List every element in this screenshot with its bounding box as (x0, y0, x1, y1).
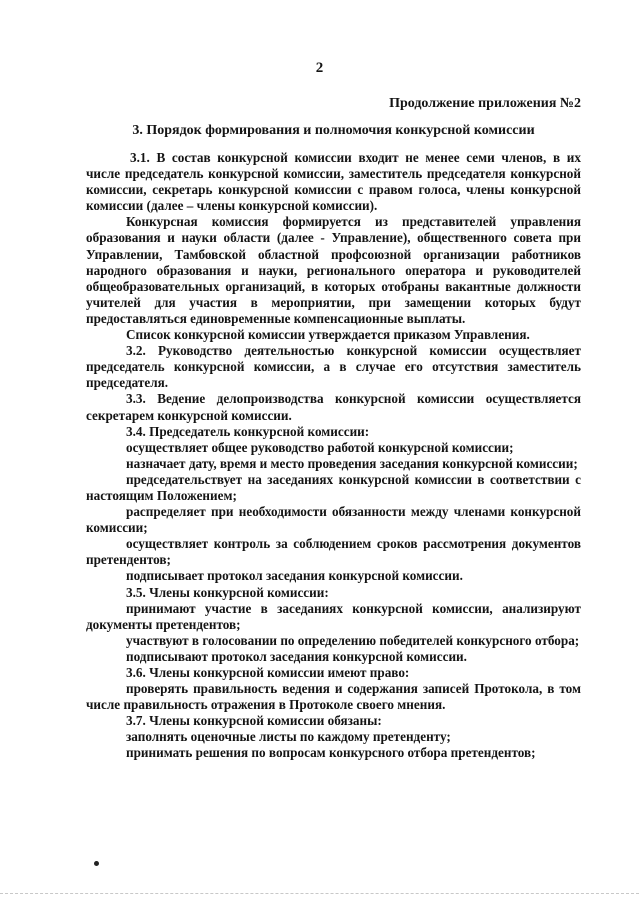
paragraph-3-2: 3.2. Руководство деятельностью конкурсной комиссии осуществляет председатель конкурсной комиссии, а в случае его отсутствия заместитель председателя. (86, 343, 581, 391)
document-body (86, 150, 581, 762)
list-item: подписывают протокол заседания конкурсной комиссии. (126, 648, 467, 664)
paragraph-commission-list: Список конкурсной комиссии утверждается приказом Управления. (126, 327, 530, 343)
paragraph-commission-composition: Конкурсная комиссия формируется из представителей управления образования и науки области (далее - Управление), общественного совета при Управлении, Тамбовской областной профсоюзной организации работников народного образования и науки, регионального оператора и руководителей общеобразовательных организаций, в которых отобраны вакантные должности учителей для участия в мероприятии, при замещении которых будут предоставляться единовременные компенсационные выплаты. (86, 214, 581, 326)
list-item: распределяет при необходимости обязанности между членами конкурсной комиссии; (86, 504, 581, 536)
list-item: подписывает протокол заседания конкурсной комиссии. (126, 568, 463, 584)
paragraph-3-3: 3.3. Ведение делопроизводства конкурсной комиссии осуществляется секретарем конкурсной комиссии. (86, 391, 581, 423)
list-item: участвуют в голосовании по определению победителей конкурсного отбора; (126, 632, 580, 648)
page-bottom-edge (0, 893, 639, 894)
page-number: 2 (315, 60, 324, 76)
appendix-label: Продолжение приложения №2 (389, 96, 581, 111)
list-item: осуществляет контроль за соблюдением сроков рассмотрения документов претендентов; (86, 536, 581, 568)
scan-dot (94, 861, 99, 866)
paragraph-3-5: 3.5. Члены конкурсной комиссии: (126, 584, 329, 600)
list-item: проверять правильность ведения и содержания записей Протокола, в том числе правильность отражения в Протоколе своего мнения. (86, 681, 581, 713)
paragraph-3-7: 3.7. Члены конкурсной комиссии обязаны: (126, 713, 382, 729)
list-item: заполнять оценочные листы по каждому претенденту; (126, 729, 451, 745)
paragraph-3-6: 3.6. Члены конкурсной комиссии имеют право: (126, 665, 410, 680)
paragraph-3-1: 3.1. В состав конкурсной комиссии входит не менее семи членов, в их числе председатель конкурсной комиссии, заместитель председателя конкурсной комиссии, секретарь конкурсной комиссии с правом голоса, члены конкурсной комиссии (далее – члены конкурсной комиссии). (86, 150, 581, 214)
section-title: 3. Порядок формирования и полномочия конкурсной комиссии (132, 123, 535, 138)
paragraph-3-4: 3.4. Председатель конкурсной комиссии: (126, 423, 370, 439)
list-item: председательствует на заседаниях конкурсной комиссии в соответствии с настоящим Положением; (86, 471, 581, 503)
list-item: назначает дату, время и место проведения заседания конкурсной комиссии; (126, 455, 578, 471)
list-item: осуществляет общее руководство работой конкурсной комиссии; (126, 439, 514, 455)
list-item: принимают участие в заседаниях конкурсной комиссии, анализируют документы претендентов; (86, 600, 581, 632)
list-item: принимать решения по вопросам конкурсного отбора претендентов; (126, 745, 536, 761)
